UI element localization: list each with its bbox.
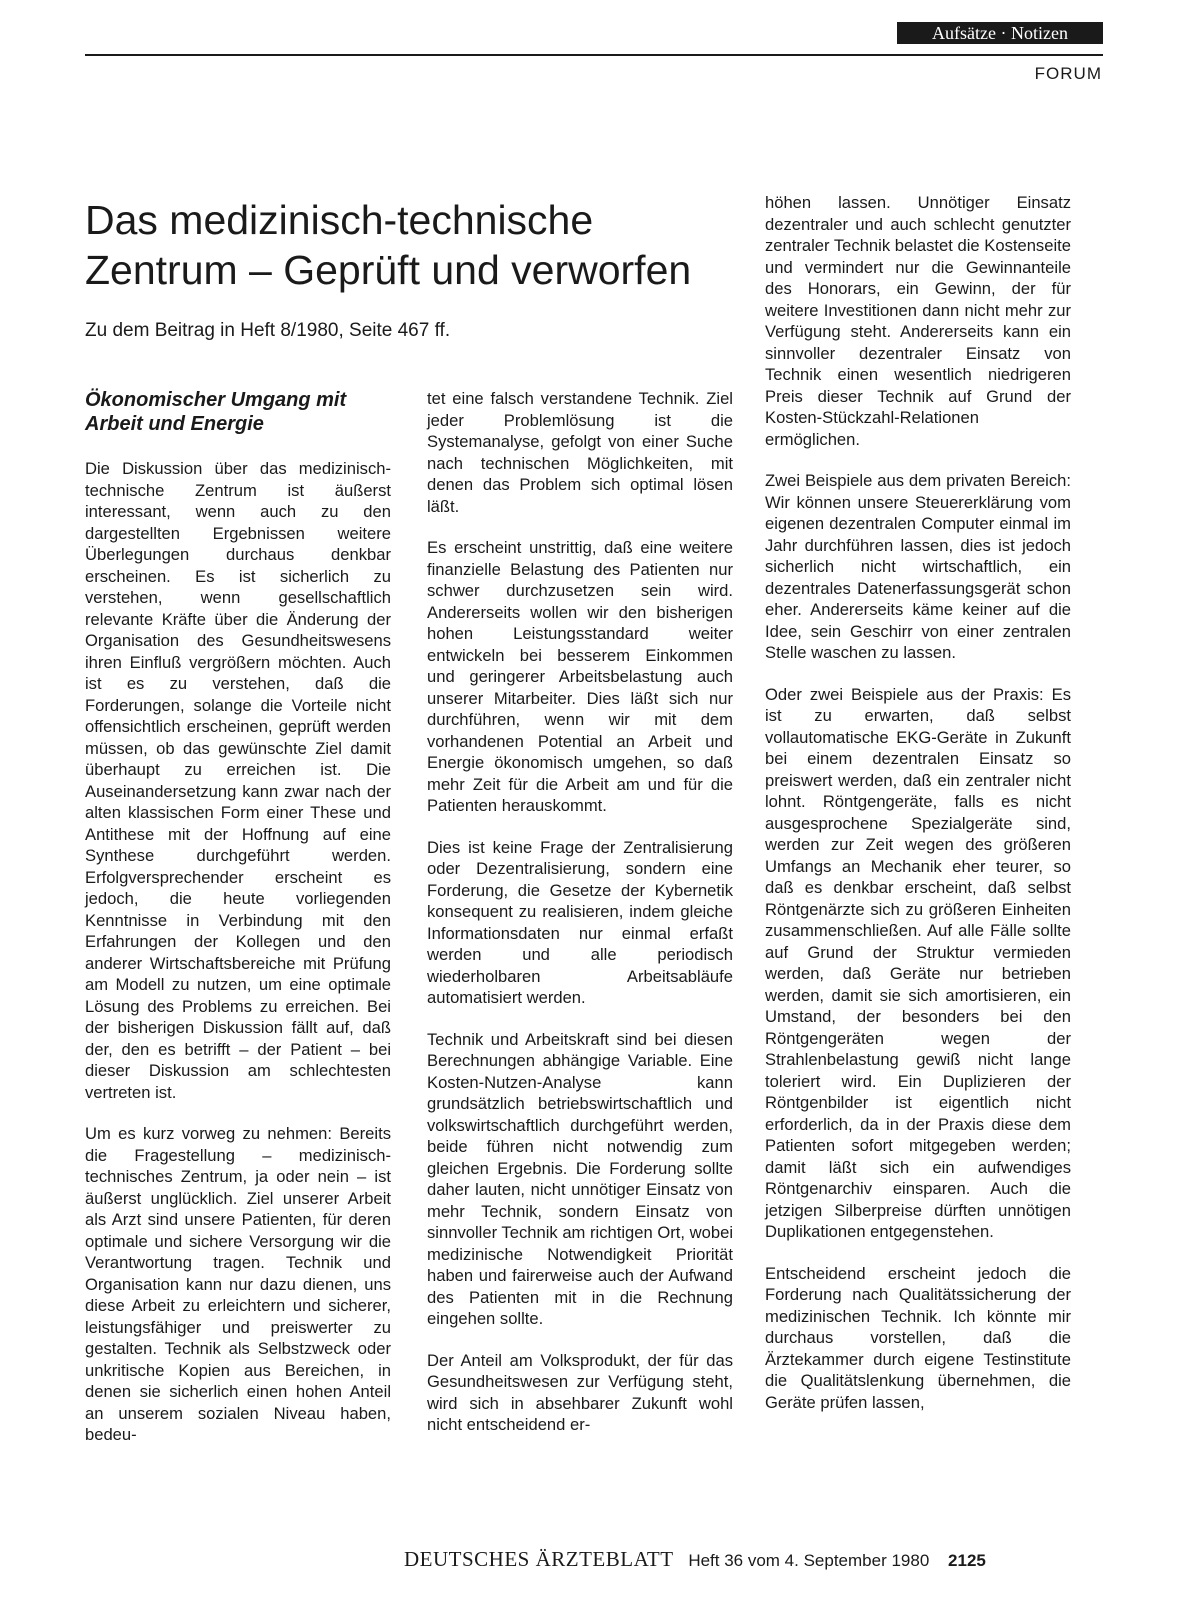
section-label: FORUM <box>1034 64 1102 83</box>
text-column-3 <box>765 192 1071 1412</box>
paragraph: Die Diskussion über das medizinisch-technische Zentrum ist äußerst interessant, wenn auch zu den dargestellten Ergebnissen weitere Überlegungen durchaus denkbar erscheinen. Es ist sicherlich zu verstehen, wenn gesellschaftlich relevante Kräfte über die Änderung der Organisation des Gesundheitswesens ihren Einfluß vergrößern möchten. Auch ist es zu verstehen, daß die Forderungen, solange die Vorteile nicht offensichtlich erscheinen, geprüft werden müssen, ob das gewünschte Ziel damit überhaupt zu erreichen ist. Die Auseinandersetzung kann zwar nach der alten klassischen Form einer These und Antithese mit der Hoffnung auf eine Synthese durchgeführt werden. Erfolgversprechender erscheint es jedoch, die heute vorliegenden Kenntnisse in Verbindung mit den Erfahrungen der Kollegen und den anderer Wirtschaftsbereiche mit Prüfung am Modell zu nutzen, um eine optimale Lösung des Problems zu erreichen. Bei der bisherigen Diskussion fällt auf, daß der, den es betrifft – der Patient – bei dieser Diskussion am schlechtesten vertreten ist. <box>85 459 391 1102</box>
section-badge: Aufsätze · Notizen <box>897 22 1103 44</box>
paragraph: Dies ist keine Frage der Zentralisierung oder Dezentralisierung, sondern eine Forderung, die Gesetze der Kybernetik konsequent zu realisieren, indem gleiche Informationsdaten nur einmal erfaßt werden und alle periodisch wiederholbaren Arbeitsabläufe automatisiert werden. <box>427 837 733 1007</box>
paragraph: höhen lassen. Unnötiger Einsatz dezentraler und auch schlecht genutzter zentraler Technik belastet die Kostenseite und vermindert nur die Gewinnanteile des Honorars, ein Gewinn, der für weitere Investitionen dann nicht mehr zur Verfügung steht. Andererseits kann ein sinnvoller dezentraler Einsatz von Technik einen wesentlich niedrigeren Preis dieser Technik auf Grund der Kosten-Stückzahl-Relationen ermöglichen. <box>765 193 1071 449</box>
text-column-2 <box>427 388 733 1508</box>
article-subtitle: Zu dem Beitrag in Heft 8/1980, Seite 467 ff. <box>85 320 451 341</box>
page-number: 2125 <box>948 1551 986 1570</box>
paragraph: tet eine falsch verstandene Technik. Ziel jeder Problemlösung ist die Systemanalyse, gefolgt von einer Suche nach technischen Möglichkeiten, mit denen das Problem sich optimal lösen läßt. <box>427 389 733 516</box>
paragraph: Entscheidend erscheint jedoch die Forderung nach Qualitätssicherung der medizinischen Technik. Ich könnte mir durchaus vorstellen, daß die Ärztekammer durch eigene Testinstitute die Qualitätslenkung übernehmen, die Geräte prüfen lassen, <box>765 1263 1071 1412</box>
paragraph: Zwei Beispiele aus dem privaten Bereich: Wir können unsere Steuererklärung vom eigenen dezentralen Computer einmal im Jahr durchführen lassen, dies ist jedoch sicherlich nicht wirtschaftlich, ein dezentrales Datenerfassungsgerät schon eher. Andererseits käme keiner auf die Idee, sein Geschirr von einer zentralen Stelle waschen zu lassen. <box>765 471 1071 662</box>
article-heading: Ökonomischer Umgang mit Arbeit und Energie <box>85 389 347 435</box>
paragraph: Technik und Arbeitskraft sind bei diesen Berechnungen abhängige Variable. Eine Kosten-Nutzen-Analyse kann grundsätzlich betriebswirtschaftlich und volkswirtschaftlich durchgeführt werden, beide führen nicht notwendig zum gleichen Ergebnis. Die Forderung sollte daher lauten, nicht unnötiger Einsatz von mehr Technik, sondern Einsatz von sinnvoller Technik am richtigen Ort, wobei medizinische Notwendigkeit Priorität haben und fairerweise auch der Aufwand des Patienten mit in die Rechnung eingehen sollte. <box>427 1029 733 1328</box>
paragraph: Oder zwei Beispiele aus der Praxis: Es ist zu erwarten, daß selbst vollautomatische EKG-Geräte in Zukunft bei einem dezentralen Einsatz so preiswert werden, daß ein zentraler nicht lohnt. Röntgengeräte, falls es nicht ausgesprochene Spezialgeräte sind, werden zur Zeit wegen des größeren Umfangs an Mechanik eher teurer, so daß es denkbar erscheint, daß selbst Röntgenärzte sich zu größeren Einheiten zusammenschließen. Auf alle Fälle sollte auf Grund der Struktur vermieden werden, daß Geräte nur betrieben werden, damit sie sich amortisieren, ein Umstand, der besonders bei den Röntgengeräten wegen der Strahlenbelastung gewiß nicht lange toleriert wird. Ein Duplizieren der Röntgenbilder ist eigentlich nicht erforderlich, da in der Praxis diese dem Patienten sofort mitgegeben werden; damit läßt sich ein aufwendiges Röntgenarchiv einsparen. Auch die jetzigen Silberpreise dürften unnötigen Duplikationen entgegenstehen. <box>765 684 1071 1241</box>
header-rule <box>85 54 1103 56</box>
text-column-1 <box>85 388 391 1508</box>
page-footer <box>404 1548 1104 1572</box>
paragraph: Der Anteil am Volksprodukt, der für das Gesundheitswesen zur Verfügung steht, wird sich in absehbarer Zukunft wohl nicht entscheidend er- <box>427 1350 733 1434</box>
article-title: Das medizinisch-technische Zentrum – Geprüft und verworfen <box>85 197 692 293</box>
journal-name: DEUTSCHES ÄRZTEBLATT <box>404 1547 674 1571</box>
paragraph: Es erscheint unstrittig, daß eine weitere finanzielle Belastung des Patienten nur schwer durchzusetzen sein wird. Andererseits wollen wir den bisherigen hohen Leistungsstandard weiter entwickeln bei besserem Einkommen und geringerer Arbeitsbelastung auch unserer Mitarbeiter. Dies läßt sich nur durchführen, wenn wir mit dem vorhandenen Potential an Arbeit und Energie ökonomisch umgehen, so daß mehr Zeit für die Arbeit am und für die Patienten herauskommt. <box>427 538 733 815</box>
paragraph: Um es kurz vorweg zu nehmen: Bereits die Fragestellung – medizinisch-technisches Zentrum, ja oder nein – ist äußerst unglücklich. Ziel unserer Arbeit als Arzt sind unsere Patienten, für deren optimale und sichere Versorgung wir die Verantwortung tragen. Technik und Organisation kann nur dazu dienen, uns diese Arbeit zu erleichtern und sicherer, leistungsfähiger und preiswerter zu gestalten. Technik als Selbstzweck oder unkritische Kopien aus Bereichen, in denen sie sicherlich einen hohen Anteil an unserem sozialen Niveau haben, bedeu- <box>85 1124 391 1444</box>
issue-info: Heft 36 vom 4. September 1980 <box>688 1551 930 1570</box>
